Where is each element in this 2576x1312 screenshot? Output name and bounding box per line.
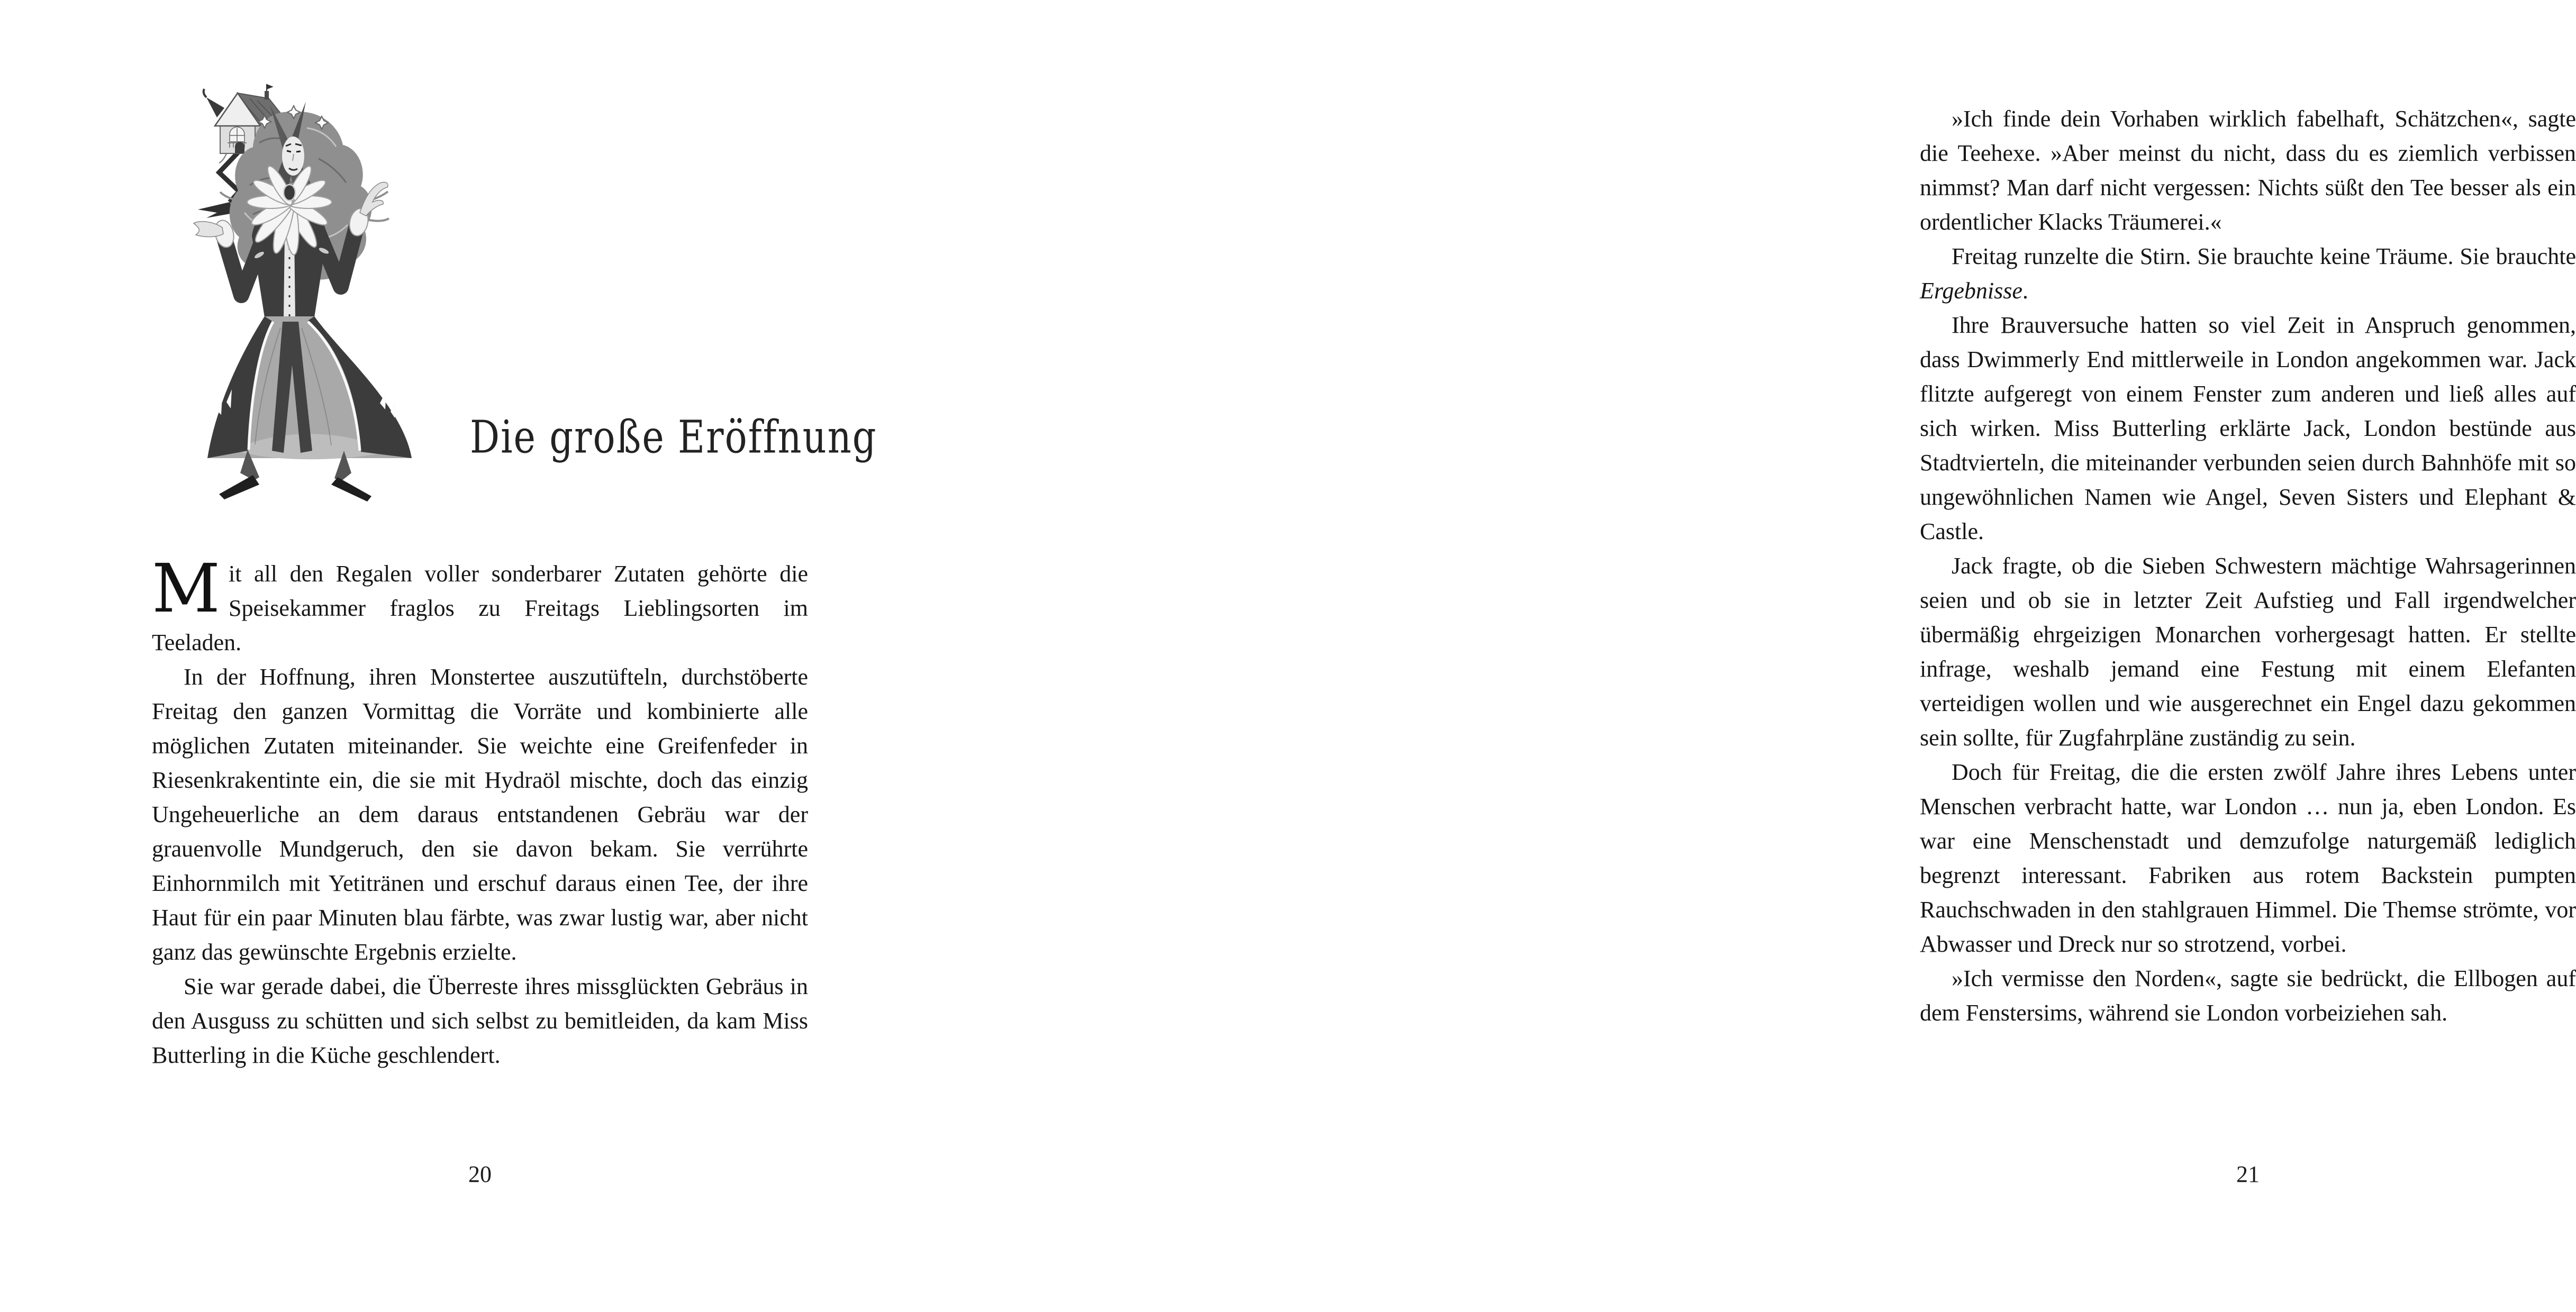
text-run: »Ich vermisse den Norden«, sagte sie bedrückt, die Ellbogen auf dem Fenstersims, während sie London vorbeiziehen sah. [1920,965,2576,1026]
text-run: it all den Regalen voller sonderbarer Zutaten gehörte die Speisekammer fraglos zu Freitags Lieblingsorten im Teeladen. [152,561,808,655]
chapter-title: Die große Eröffnung [470,411,877,464]
paragraph [152,550,808,660]
text-run: In der Hoffnung, ihren Monstertee auszutüfteln, durchstöberte Freitag den ganzen Vormittag die Vorräte und kombinierte alle möglichen Zutaten miteinander. Sie weichte eine Greifenfeder in Riesenkrakentinte ein, die sie mit Hydraöl mischte, doch das einzig Ungeheuerliche an dem daraus entstandenen Gebräu war der grauenvolle Mundgeruch, den sie davon bekam. Sie verrührte Einhornmilch mit Yetitränen und erschuf daraus einen Tee, der ihre Haut für ein paar Minuten blau färbte, was zwar lustig war, aber nicht ganz das gewünschte Ergebnis erzielte. [152,664,808,965]
paragraph [1920,961,2576,1030]
right-page-text [1920,102,2576,1030]
chapter-illustration [185,79,434,508]
page-number-left: 20 [468,1161,492,1187]
left-page [0,0,906,1312]
chimney [265,91,269,99]
paragraph [152,660,808,969]
roof-spike [206,97,224,117]
text-run: . [2022,278,2028,304]
text-run: Jack fragte, ob die Sieben Schwestern mächtige Wahrsagerinnen seien und ob sie in letzter Zeit Aufstieg und Fall irgendwelcher übermäßig ehrgeizigen Monarchen vorhergesagt hatten. Er stellte infrage, weshalb jemand eine Festung mit einem Elefanten verteidigen wollen und wie ausgerechnet ein Engel dazu gekommen sein sollte, für Zugfahrpläne zuständig zu sein. [1920,553,2576,751]
paragraph [152,969,808,1072]
text-run: Freitag runzelte die Stirn. Sie brauchte keine Träume. Sie brauchte [1952,243,2576,269]
paragraph [1920,239,2576,308]
witch-shoe-left [219,475,259,499]
paragraph [1920,755,2576,961]
weathervane [267,85,272,91]
left-page-text [152,550,808,1072]
house-door [235,142,244,153]
text-run: Ihre Brauversuche hatten so viel Zeit in Anspruch genommen, dass Dwimmerly End mittlerweile in London angekommen war. Jack flitzte aufgeregt von einem Fenster zum anderen und ließ alles auf sich wirken. Miss Butterling erklärte Jack, London bestünde aus Stadtvierteln, die miteinander verbunden seien durch Bahnhöfe mit so ungewöhnlichen Namen wie Angel, Seven Sisters und Elephant & Castle. [1920,312,2576,544]
drop-cap: M [152,550,221,627]
text-run: Doch für Freitag, die die ersten zwölf Jahre ihres Lebens unter Menschen verbracht hatte, war London … nun ja, eben London. Es war eine Menschenstadt und demzufolge naturgemäß lediglich begrenzt interessant. Fabriken aus rotem Backstein pumpten Rauchschwaden in den stahlgrauen Himmel. Die Themse strömte, vor Abwasser und Dreck nur so strotzend, vorbei. [1920,759,2576,957]
roof-spike-tip [204,89,206,97]
collar-brooch [284,185,295,201]
text-run: Sie war gerade dabei, die Überreste ihres missglückten Gebräus in den Ausguss zu schütten und sich selbst zu bemitleiden, da kam Miss Butterling in die Küche geschlendert. [152,973,808,1068]
paragraph [1920,549,2576,755]
right-page [906,0,2576,1312]
paragraph [1920,308,2576,549]
emphasized-text: Ergebnisse [1920,278,2022,304]
paragraph [1920,102,2576,239]
page-number-right: 21 [2236,1161,2260,1187]
text-run: »Ich finde dein Vorhaben wirklich fabelhaft, Schätzchen«, sagte die Teehexe. »Aber meinst du nicht, dass du es ziemlich verbissen nimmst? Man darf nicht vergessen: Nichts süßt den Tee besser als ein ordentlicher Klacks Träumerei.« [1920,106,2576,235]
witch-shoe-right [331,477,371,502]
